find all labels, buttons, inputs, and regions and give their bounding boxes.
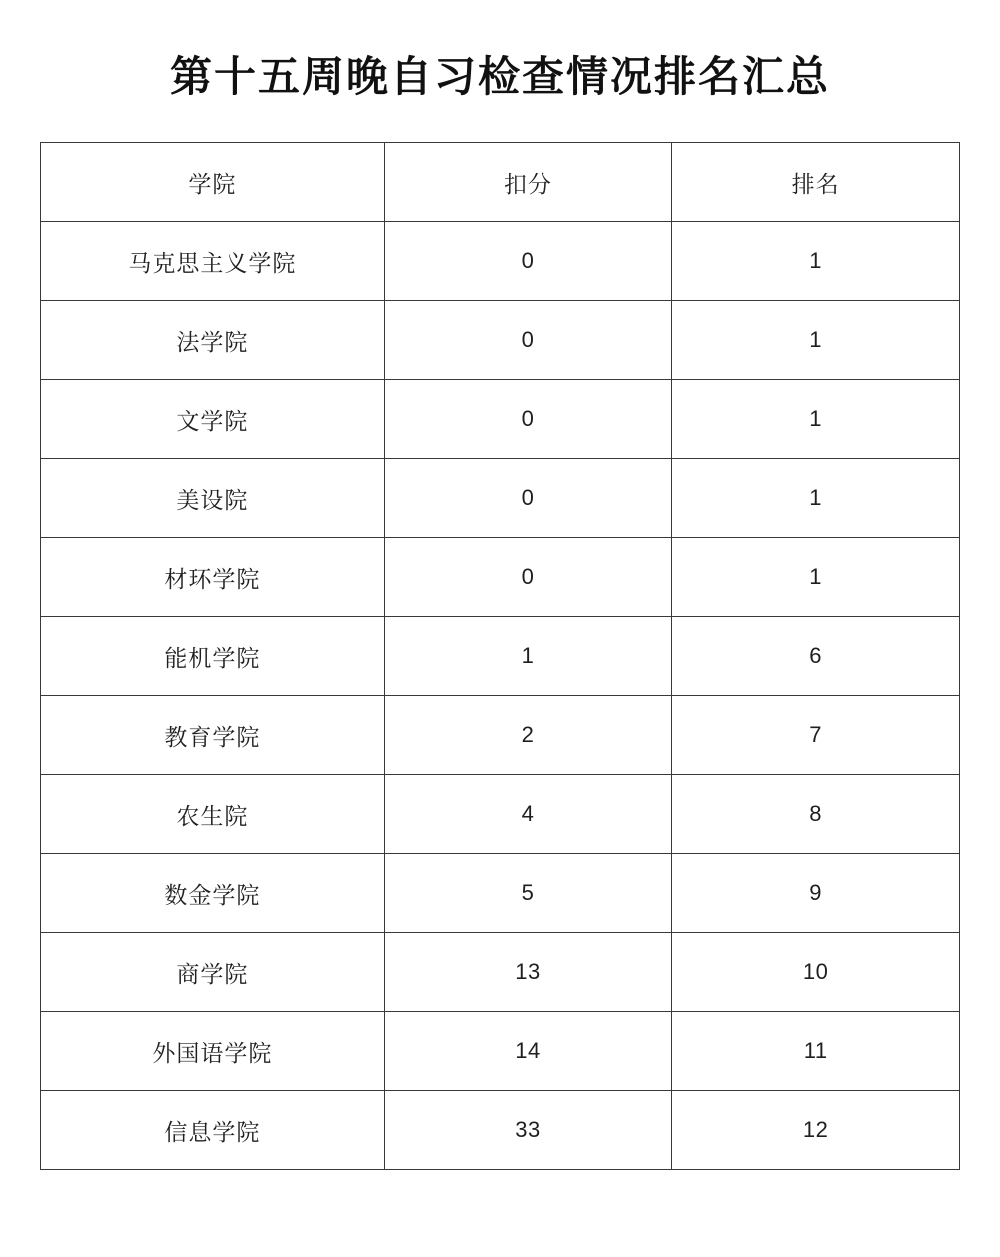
table-row — [41, 854, 960, 933]
ranking-table-container — [40, 142, 960, 1170]
table-row — [41, 775, 960, 854]
cell-deduction: 4 — [384, 775, 672, 854]
cell-rank: 1 — [672, 380, 960, 459]
cell-rank: 9 — [672, 854, 960, 933]
cell-college: 商学院 — [41, 933, 385, 1012]
cell-deduction: 0 — [384, 380, 672, 459]
cell-deduction: 0 — [384, 222, 672, 301]
cell-college: 美设院 — [41, 459, 385, 538]
table-header-row — [41, 143, 960, 222]
table-row — [41, 696, 960, 775]
page-title: 第十五周晚自习检查情况排名汇总 — [169, 53, 830, 100]
cell-college: 教育学院 — [41, 696, 385, 775]
cell-rank: 1 — [672, 459, 960, 538]
cell-deduction: 0 — [384, 459, 672, 538]
cell-college: 能机学院 — [41, 617, 385, 696]
cell-deduction: 5 — [384, 854, 672, 933]
table-row — [41, 1091, 960, 1170]
table-body — [41, 222, 960, 1170]
column-header-deduction: 扣分 — [384, 143, 672, 222]
cell-rank: 1 — [672, 222, 960, 301]
cell-college: 文学院 — [41, 380, 385, 459]
cell-college: 数金学院 — [41, 854, 385, 933]
cell-college: 法学院 — [41, 301, 385, 380]
cell-deduction: 13 — [384, 933, 672, 1012]
cell-college: 农生院 — [41, 775, 385, 854]
cell-rank: 12 — [672, 1091, 960, 1170]
table-row — [41, 222, 960, 301]
table-header — [41, 143, 960, 222]
cell-rank: 11 — [672, 1012, 960, 1091]
cell-deduction: 1 — [384, 617, 672, 696]
cell-college: 外国语学院 — [41, 1012, 385, 1091]
cell-rank: 6 — [672, 617, 960, 696]
cell-rank: 8 — [672, 775, 960, 854]
cell-rank: 7 — [672, 696, 960, 775]
table-row — [41, 538, 960, 617]
cell-rank: 1 — [672, 538, 960, 617]
cell-rank: 1 — [672, 301, 960, 380]
ranking-table — [40, 142, 960, 1170]
column-header-college: 学院 — [41, 143, 385, 222]
cell-rank: 10 — [672, 933, 960, 1012]
cell-deduction: 2 — [384, 696, 672, 775]
cell-deduction: 0 — [384, 538, 672, 617]
cell-college: 材环学院 — [41, 538, 385, 617]
cell-deduction: 33 — [384, 1091, 672, 1170]
table-row — [41, 380, 960, 459]
table-row — [41, 617, 960, 696]
table-row — [41, 1012, 960, 1091]
cell-college: 马克思主义学院 — [41, 222, 385, 301]
cell-college: 信息学院 — [41, 1091, 385, 1170]
table-row — [41, 301, 960, 380]
cell-deduction: 0 — [384, 301, 672, 380]
column-header-rank: 排名 — [672, 143, 960, 222]
table-row — [41, 933, 960, 1012]
table-row — [41, 459, 960, 538]
cell-deduction: 14 — [384, 1012, 672, 1091]
